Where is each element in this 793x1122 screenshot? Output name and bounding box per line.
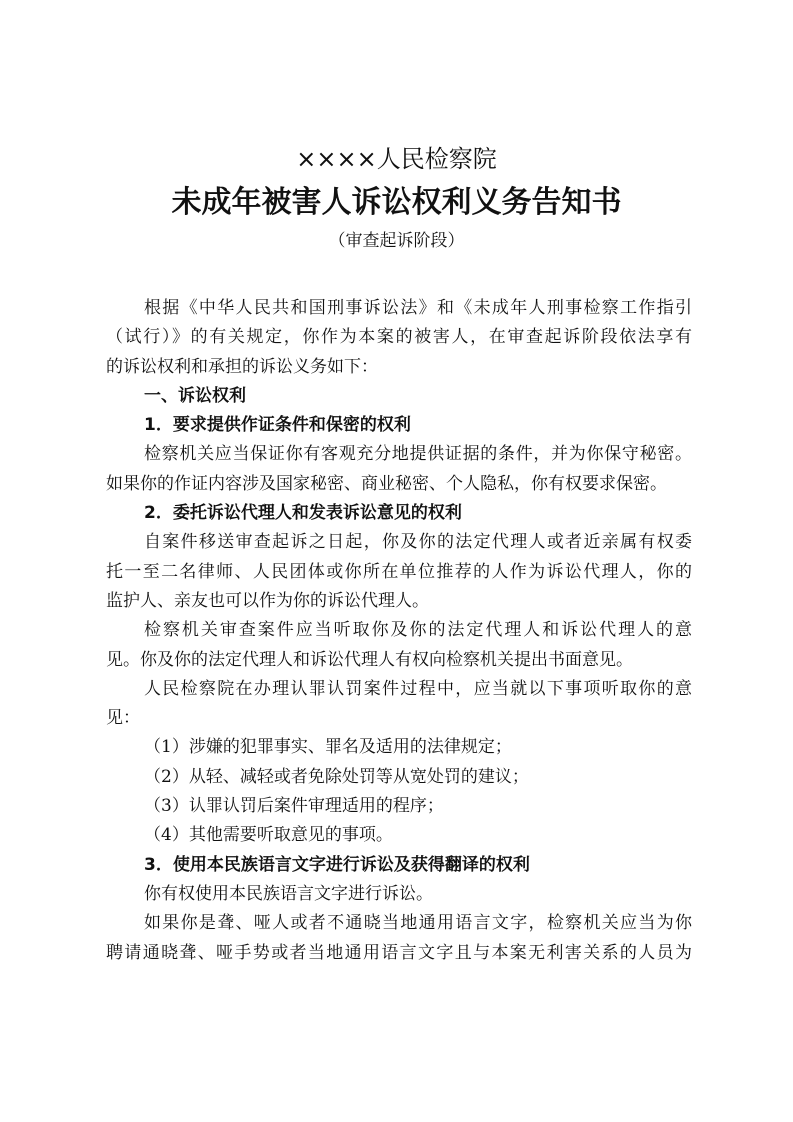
right-1-paragraph xyxy=(106,440,692,499)
text-line: 如果你的作证内容涉及国家秘密、商业秘密、个人隐私，你有权要求保密。 xyxy=(106,473,667,494)
list-item: （4）其他需要听取意见的事项。 xyxy=(144,825,393,846)
right-2-paragraph-2 xyxy=(106,616,692,675)
text-line: （试行）》的有关规定，你作为本案的被害人，在审查起诉阶段依法享有 xyxy=(106,327,692,348)
document-body xyxy=(106,294,692,968)
right-3-heading: 3．使用本民族语言文字进行诉讼及获得翻译的权利 xyxy=(144,854,530,875)
text-line: 聘请通晓聋、哑手势或者当地通用语言文字且与本案无利害关系的人员为 xyxy=(106,942,692,963)
text-line: 人民检察院在办理认罪认罚案件过程中，应当就以下事项听取你的意 xyxy=(144,678,692,699)
text-line: 根据《中华人民共和国刑事诉讼法》和《未成年人刑事检察工作指引 xyxy=(144,298,692,318)
document-subtitle: （审查起诉阶段） xyxy=(328,231,465,251)
right-2-heading: 2．委托诉讼代理人和发表诉讼意见的权利 xyxy=(144,503,462,524)
procuratorate-name: ××××人民检察院 xyxy=(296,145,497,173)
text-line: 托一至二名律师、人民团体或你所在单位推荐的人作为诉讼代理人，你的 xyxy=(106,561,692,582)
section-heading-rights: 一、诉讼权利 xyxy=(144,385,246,406)
right-1-heading: 1．要求提供作证条件和保密的权利 xyxy=(144,415,411,436)
list-item: （3）认罪认罚后案件审理适用的程序； xyxy=(144,796,444,817)
intro-paragraph xyxy=(106,294,692,382)
right-3-paragraph-2 xyxy=(106,909,692,968)
right-2-paragraph-1 xyxy=(106,528,692,616)
list-item: （2）从轻、减轻或者免除处罚等从宽处罚的建议； xyxy=(144,766,529,787)
document-title: 未成年被害人诉讼权利义务告知书 xyxy=(171,185,622,220)
text-line: 检察机关审查案件应当听取你及你的法定代理人和诉讼代理人的意 xyxy=(144,620,692,641)
right-3-paragraph-1: 你有权使用本民族语言文字进行诉讼。 xyxy=(144,883,433,904)
text-line: 检察机关应当保证你有客观充分地提供证据的条件，并为你保守秘密。 xyxy=(144,444,692,465)
text-line: 自案件移送审查起诉之日起，你及你的法定代理人或者近亲属有权委 xyxy=(144,532,692,553)
text-line: 如果你是聋、哑人或者不通晓当地通用语言文字，检察机关应当为你 xyxy=(144,913,692,934)
list-item: （1）涉嫌的犯罪事实、罪名及适用的法律规定； xyxy=(144,737,512,758)
text-line: 见： xyxy=(106,708,140,729)
text-line: 监护人、亲友也可以作为你的诉讼代理人。 xyxy=(106,590,429,611)
right-2-item-list xyxy=(106,733,692,850)
text-line: 的诉讼权利和承担的诉讼义务如下： xyxy=(106,356,378,377)
text-line: 见。你及你的法定代理人和诉讼代理人有权向检察机关提出书面意见。 xyxy=(106,649,633,670)
right-2-paragraph-3 xyxy=(106,675,692,734)
